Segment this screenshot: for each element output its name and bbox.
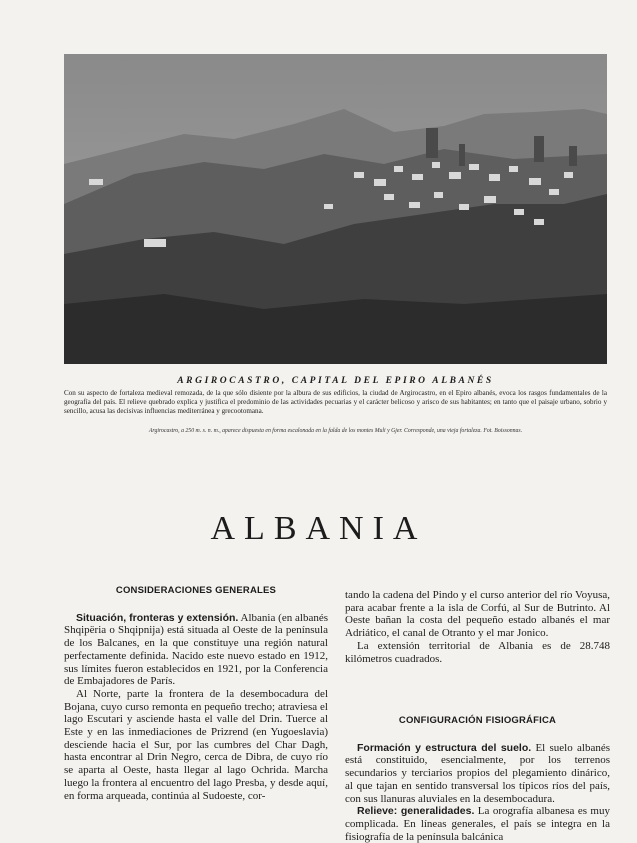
right-column-physiography <box>345 715 610 843</box>
photograph-argirocastro <box>64 54 607 364</box>
right-column-top <box>345 589 610 665</box>
paragraph-extension: La extensión territorial de Albania es de 28.748 kilómetros cuadrados. <box>345 639 610 665</box>
paragraph-relief <box>345 805 610 843</box>
paragraph-soil <box>345 742 610 806</box>
paragraph-north-border: Al Norte, parte la frontera de la desembocadura del Bojana, cuyo curso remonta en pequeño trecho; atraviesa el lago Escutari y asciende hasta el valle del Drin. Tuerce al Este y en las inmediaciones de Prizrend (en Yugoeslavia) desciende hacia el Sur, por las cumbres del Char Dagh, hasta encontrar al Drin Negro, cerca de Dibra, de cuyo río se aparta al Oeste, hasta llegar al lago Ochrida. Marcha luego la frontera al encuentro del lago Presba, y desde aquí, en forma arqueada, continúa al Sudoeste, cor- <box>64 687 328 802</box>
paragraph-relief-text: La orografía albanesa es muy complicada. En líneas generales, el país se integra en la fisiografía de la península balcánica <box>345 805 610 843</box>
photo-caption-note: Argirocastro, a 250 m. s. n. m., aparece dispuesta en forma escalonada en la falda de los montes Muli y Gjer. Corresponde, una vieja fortaleza. Fot. Boissonnas. <box>148 428 523 434</box>
paragraph-soil-text: El suelo albanés está constituido, esencialmente, por los terrenos secundarios y terciarios propios del plegamiento dinárico, al que tajan en sentido transversal los típicos ríos del país, con sus llanuras aluviales en la desembocadura. <box>345 741 610 805</box>
paragraph-situation-text: Albania (en albanés Shqipëria o Shqipnija) está situada al Oeste de la península de los Balcanes, en la que constituye una región natural perfectamente definida. Nacido este nuevo estado en 1912, sus límites fueron establecidos en 1921, por la Conferencia de Embajadores de París. <box>64 611 328 688</box>
page-title: ALBANIA <box>210 510 427 547</box>
paragraph-border-continued: tando la cadena del Pindo y el curso anterior del río Voyusa, para acabar frente a la isla de Corfú, al Sur de Butrinto. Al Oeste bañan la costa del pequeño estado albanés el mar Adriático, el canal de Otranto y el mar Jonico. <box>345 589 610 640</box>
photo-caption-body: Con su aspecto de fortaleza medieval remozada, de la que sólo disiente por la albura de sus edificios, la ciudad de Argirocastro, en el Epiro albanés, evoca los rasgos fundamentales de la geografía del país. El relieve quebrado explica y justifica el predominio de las actividades pecuarias y el carácter belicoso y arisco de sus habitantes; en tanto que el paisaje urbano, sobrio y sencillo, acusa las decisivas influencias mediterránea y grecootomana. <box>64 389 607 415</box>
subheading-relief: Relieve: generalidades. <box>357 805 475 818</box>
section-heading-general: CONSIDERACIONES GENERALES <box>115 585 277 596</box>
left-column <box>64 585 328 802</box>
photo-caption-title: ARGIROCASTRO, CAPITAL DEL EPIRO ALBANÉS <box>177 376 494 386</box>
subheading-situation: Situación, fronteras y extensión. <box>76 611 239 624</box>
paragraph-situation <box>64 612 328 688</box>
section-heading-physiography: CONFIGURACIÓN FISIOGRÁFICA <box>398 715 557 726</box>
subheading-soil: Formación y estructura del suelo. <box>357 741 532 754</box>
landscape-photo-illustration <box>64 54 607 364</box>
